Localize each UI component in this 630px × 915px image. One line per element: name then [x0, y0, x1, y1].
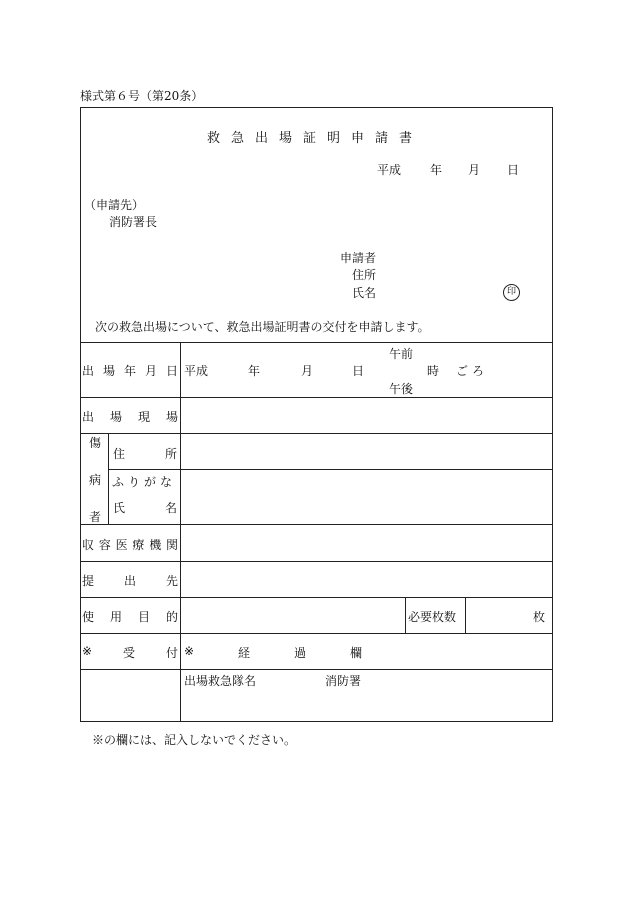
label-char: 年: [123, 364, 136, 378]
hospital-label: [82, 536, 178, 553]
applicant-address-label: 住所: [352, 268, 377, 282]
footnote: ※の欄には、記入しないでください。: [92, 733, 297, 747]
application-statement: 次の救急出場について、救急出場証明書の交付を申請します。: [95, 320, 430, 334]
dispatch-day: 日: [352, 364, 365, 378]
label-char: 収: [82, 538, 95, 552]
label-char: 住: [113, 447, 126, 461]
dispatch-month: 月: [301, 364, 314, 378]
divider: [80, 597, 553, 598]
label-char: 月: [144, 364, 157, 378]
patient-label-char: 病: [89, 473, 102, 487]
dispatch-era: 平成: [184, 364, 209, 378]
label-char: ※: [184, 644, 195, 658]
label-char: 出: [82, 410, 95, 424]
dispatch-am: 午前: [389, 347, 414, 361]
label-char: 先: [165, 574, 178, 588]
label-char: 容: [98, 538, 111, 552]
label-char: 療: [132, 538, 145, 552]
dispatch-pm: 午後: [389, 382, 414, 396]
purpose-label: [82, 608, 178, 625]
addressee-label: （申請先）: [84, 198, 145, 212]
ambulance-unit-label: 出場救急隊名: [184, 674, 257, 688]
dispatch-year: 年: [248, 364, 261, 378]
label-char: 場: [109, 410, 122, 424]
label-char: ※: [82, 644, 93, 658]
label-char: 機: [149, 538, 162, 552]
patient-furigana-label: ふりがな: [112, 475, 177, 489]
label-char: 目: [137, 610, 150, 624]
divider: [80, 433, 553, 434]
copies-label: 必要枚数: [408, 610, 457, 624]
seal-mark: 印: [503, 284, 520, 301]
dispatch-hour: 時: [427, 364, 440, 378]
divider: [405, 597, 406, 633]
dispatch-date-label: [82, 362, 178, 379]
label-char: 使: [82, 610, 95, 624]
applicant-label: 申請者: [340, 251, 377, 265]
divider: [80, 342, 553, 343]
fire-station-label: 消防署: [325, 674, 362, 688]
divider: [80, 524, 553, 525]
label-char: 日: [165, 364, 178, 378]
label-char: 医: [115, 538, 128, 552]
label-column-divider: [180, 342, 181, 722]
divider: [80, 561, 553, 562]
label-char: 付: [165, 646, 178, 660]
label-char: 所: [164, 447, 177, 461]
dispatch-site-label: [82, 408, 178, 425]
label-char: 現: [137, 410, 150, 424]
label-char: 場: [102, 364, 115, 378]
addressee-name: 消防署長: [109, 215, 158, 229]
date-month: 月: [468, 163, 481, 177]
label-char: 氏: [113, 501, 126, 515]
label-char: 提: [82, 574, 95, 588]
label-char: 的: [165, 610, 178, 624]
label-char: 受: [123, 646, 136, 660]
form-title: 救急出場証明申請書: [206, 131, 423, 146]
label-char: 関: [165, 538, 178, 552]
divider: [80, 397, 553, 398]
submit-to-label: [82, 572, 178, 589]
patient-label-char: 者: [89, 510, 102, 524]
divider: [80, 669, 553, 670]
label-char: 名: [164, 501, 177, 515]
divider: [80, 633, 553, 634]
progress-label: [184, 644, 362, 661]
label-char: 場: [165, 410, 178, 424]
form-number: 様式第６号（第20条）: [80, 89, 204, 103]
patient-label-char: 傷: [89, 436, 102, 450]
label-char: 過: [293, 646, 306, 660]
date-day: 日: [507, 163, 520, 177]
divider: [108, 469, 553, 470]
label-char: 出: [123, 574, 136, 588]
dispatch-approx: ごろ: [456, 364, 489, 378]
label-char: 用: [109, 610, 122, 624]
divider: [465, 597, 466, 633]
divider: [108, 433, 109, 524]
label-char: 経: [238, 646, 251, 660]
label-char: 欄: [349, 646, 362, 660]
label-char: 出: [82, 364, 95, 378]
date-era: 平成: [377, 163, 402, 177]
copies-unit: 枚: [533, 610, 546, 624]
date-year: 年: [430, 163, 443, 177]
reception-label: [82, 644, 178, 661]
patient-name-label: [113, 499, 177, 516]
patient-address-label: [113, 445, 177, 462]
applicant-name-label: 氏名: [352, 286, 377, 300]
